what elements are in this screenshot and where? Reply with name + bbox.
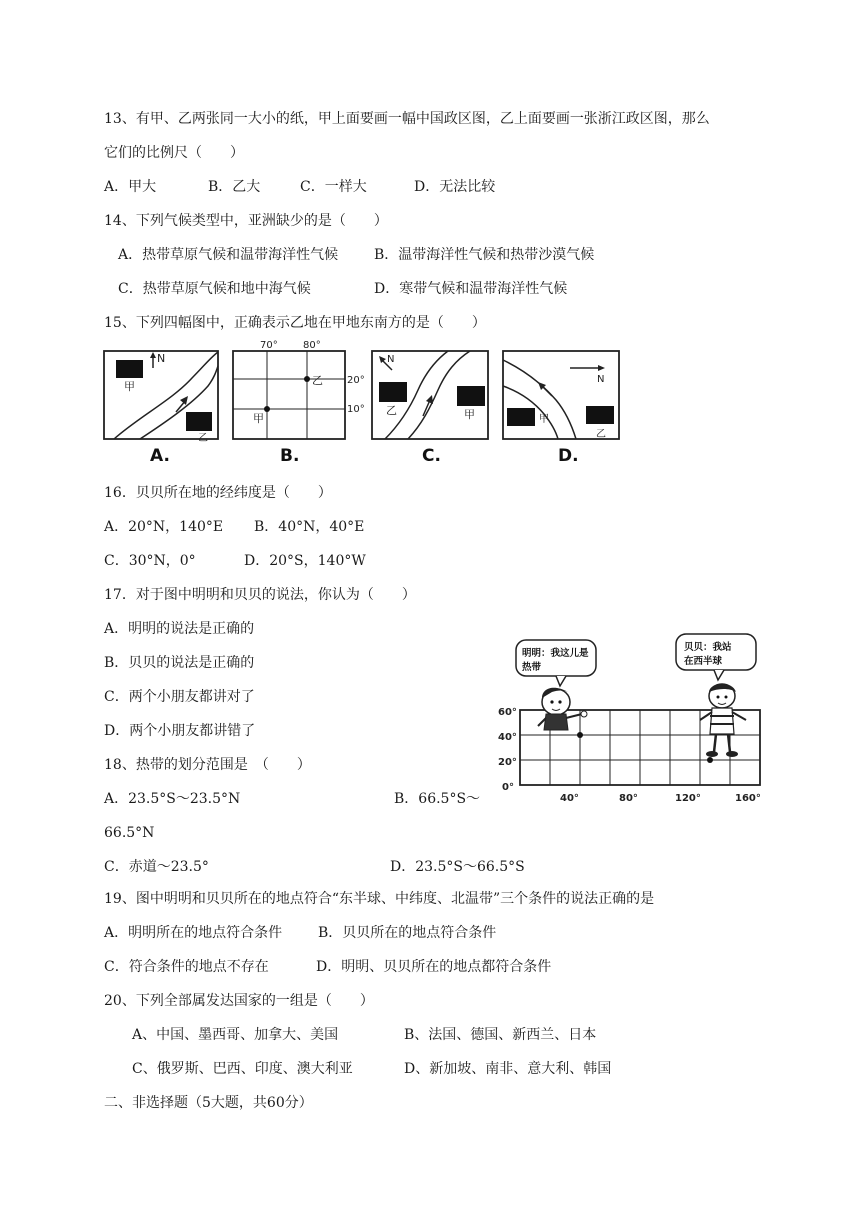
yi-block bbox=[186, 412, 212, 431]
beibei-point bbox=[707, 757, 713, 763]
lat-tick-20: 20° bbox=[498, 757, 517, 768]
q13-stem-line2: 它们的比例尺（ ） bbox=[104, 145, 244, 161]
q17-option-b: B．贝贝的说法是正确的 bbox=[104, 655, 255, 671]
q19-option-d: D．明明、贝贝所在的地点都符合条件 bbox=[316, 959, 552, 975]
jia-block bbox=[507, 408, 535, 426]
north-label: N bbox=[387, 354, 395, 365]
yi-label: 乙 bbox=[198, 433, 208, 444]
q20-option-b: B、法国、德国、新西兰、日本 bbox=[404, 1027, 597, 1043]
lon-tick-120: 120° bbox=[675, 793, 701, 804]
north-label: N bbox=[597, 374, 605, 385]
panel-d bbox=[503, 351, 619, 464]
panel-a bbox=[104, 351, 218, 464]
q20-stem: 20、下列全部属发达国家的一组是（ ） bbox=[104, 993, 374, 1009]
mingming-bubble-line1: 明明：我这儿是 bbox=[522, 648, 589, 659]
panel-b-letter: B. bbox=[280, 446, 300, 464]
q17-option-d: D．两个小朋友都讲错了 bbox=[104, 723, 256, 739]
panel-b bbox=[233, 340, 365, 464]
q18-stem: 18、热带的划分范围是 （ ） bbox=[104, 757, 311, 773]
beibei-bubble-line2: 在西半球 bbox=[684, 656, 723, 667]
q16-stem: 16．贝贝所在地的经纬度是（ ） bbox=[104, 485, 332, 501]
q13-stem-line1: 13、有甲、乙两张同一大小的纸，甲上面要画一幅中国政区图，乙上面要画一张浙江政区图，那么 bbox=[104, 111, 710, 127]
jia-label: 甲 bbox=[539, 414, 549, 425]
q16-option-c: C．30°N，0° bbox=[104, 553, 196, 569]
q17-stem: 17．对于图中明明和贝贝的说法，你认为（ ） bbox=[104, 587, 416, 603]
q16-option-b: B．40°N，40°E bbox=[254, 519, 365, 535]
lat-tick-60: 60° bbox=[498, 707, 517, 718]
yi-block bbox=[379, 382, 407, 402]
mingming-bubble-line2: 热带 bbox=[522, 662, 542, 673]
lon-tick-80: 80° bbox=[619, 793, 638, 804]
q16-option-d: D．20°S，140°W bbox=[244, 553, 366, 569]
lon-label-70: 70° bbox=[260, 340, 278, 351]
q19-option-a: A．明明所在的地点符合条件 bbox=[104, 925, 283, 941]
yi-label: 乙 bbox=[386, 404, 397, 417]
q13-option-c: C．一样大 bbox=[300, 179, 367, 195]
q13-option-a: A．甲大 bbox=[104, 179, 157, 195]
lon-tick-160: 160° bbox=[735, 793, 761, 804]
q18-option-d: D．23.5°S～66.5°S bbox=[390, 859, 525, 875]
jia-block bbox=[116, 360, 143, 378]
lat-tick-40: 40° bbox=[498, 732, 517, 743]
beibei-speech-bubble bbox=[676, 634, 756, 680]
q15-figure bbox=[100, 338, 624, 464]
lon-label-80: 80° bbox=[303, 340, 321, 351]
q13-option-b: B．乙大 bbox=[208, 179, 261, 195]
yi-point bbox=[304, 376, 310, 382]
beibei-figure bbox=[700, 684, 746, 757]
q18-option-a: A．23.5°S～23.5°N bbox=[104, 791, 241, 807]
q17-option-a: A．明明的说法是正确的 bbox=[104, 621, 255, 637]
q18-option-b: B．66.5°S～ bbox=[394, 791, 481, 807]
lon-tick-40: 40° bbox=[560, 793, 579, 804]
section-2-heading: 二、非选择题（5大题，共60分） bbox=[104, 1095, 313, 1111]
q14-stem: 14、下列气候类型中，亚洲缺少的是（ ） bbox=[104, 213, 388, 229]
q14-option-d: D．寒带气候和温带海洋性气候 bbox=[374, 281, 568, 297]
jia-label: 甲 bbox=[464, 408, 475, 421]
jia-point bbox=[264, 406, 270, 412]
yi-label: 乙 bbox=[596, 429, 606, 440]
q19-option-c: C．符合条件的地点不存在 bbox=[104, 959, 269, 975]
beibei-bubble-line1: 贝贝：我站 bbox=[684, 642, 732, 653]
jia-label: 甲 bbox=[124, 380, 135, 393]
north-label: N bbox=[157, 352, 166, 365]
jia-label: 甲 bbox=[253, 412, 264, 425]
mingming-speech-bubble bbox=[516, 640, 596, 686]
lat-lon-grid-figure bbox=[496, 630, 768, 810]
panel-d-letter: D. bbox=[558, 446, 579, 464]
q16-option-a: A．20°N，140°E bbox=[104, 519, 224, 535]
q18-option-b-continued: 66.5°N bbox=[104, 825, 155, 841]
yi-block bbox=[586, 406, 614, 424]
q14-option-b: B．温带海洋性气候和热带沙漠气候 bbox=[374, 247, 595, 263]
q19-stem: 19、图中明明和贝贝所在的地点符合“东半球、中纬度、北温带”三个条件的说法正确的是 bbox=[104, 891, 655, 907]
q15-stem: 15、下列四幅图中，正确表示乙地在甲地东南方的是（ ） bbox=[104, 315, 486, 331]
lat-label-20: 20° bbox=[347, 375, 365, 386]
q14-option-c: C．热带草原气候和地中海气候 bbox=[118, 281, 311, 297]
q18-option-c: C．赤道～23.5° bbox=[104, 859, 209, 875]
panel-c bbox=[372, 351, 488, 464]
q17-option-c: C．两个小朋友都讲对了 bbox=[104, 689, 255, 705]
q20-option-d: D、新加坡、南非、意大利、韩国 bbox=[404, 1061, 612, 1077]
q14-option-a: A．热带草原气候和温带海洋性气候 bbox=[118, 247, 339, 263]
flow-arrow-icon bbox=[180, 396, 188, 405]
jia-block bbox=[457, 386, 485, 406]
q20-option-a: A、中国、墨西哥、加拿大、美国 bbox=[132, 1027, 339, 1043]
q20-option-c: C、俄罗斯、巴西、印度、澳大利亚 bbox=[132, 1061, 353, 1077]
yi-label: 乙 bbox=[312, 374, 323, 387]
q19-option-b: B．贝贝所在的地点符合条件 bbox=[318, 925, 497, 941]
panel-a-letter: A. bbox=[150, 446, 170, 464]
q13-option-d: D．无法比较 bbox=[414, 179, 496, 195]
lat-tick-0: 0° bbox=[502, 782, 514, 793]
mingming-point bbox=[577, 732, 583, 738]
panel-c-letter: C. bbox=[422, 446, 441, 464]
lat-label-10: 10° bbox=[347, 404, 365, 415]
